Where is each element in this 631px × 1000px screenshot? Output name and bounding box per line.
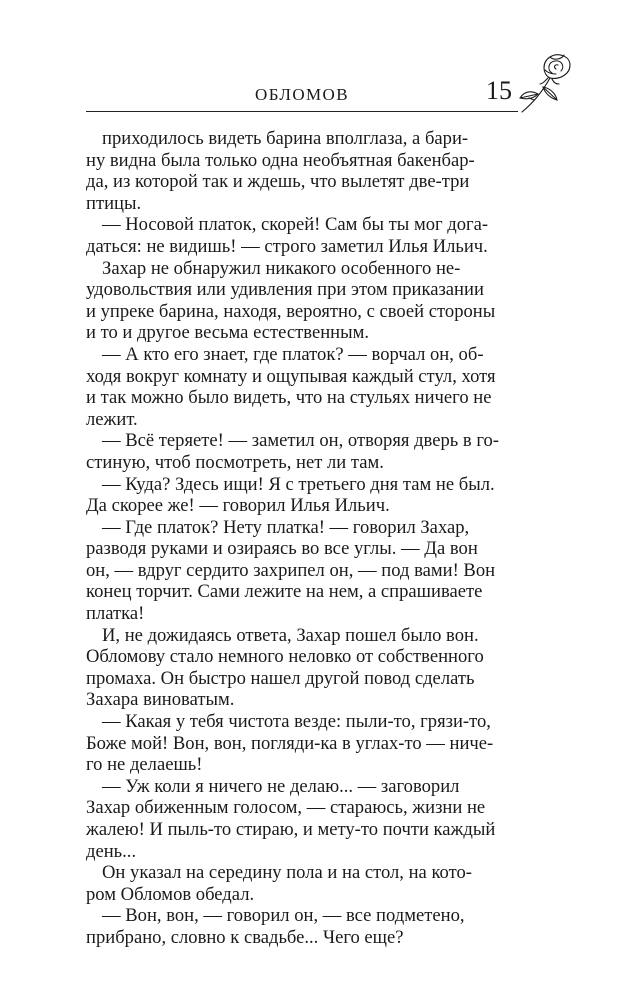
paragraph: — Уж коли я ничего не делаю... — заговорил Захар обиженным голосом, — стараюсь, жизни не жалею! И пыль-то стираю, и мету-то почти каждый день... [86, 775, 496, 862]
paragraph: — А кто его знает, где платок? — ворчал он, об- ходя вокруг комнату и ощупывая каждый стул, хотя и так можно было видеть, что на стульях ничего не лежит. [86, 343, 496, 430]
paragraph: Захар не обнаружил никакого особенного не- удовольствия или удивления при этом приказании и упреке барина, находя, вероятно, с своей стороны и то и другое весьма естественным. [86, 257, 496, 344]
rose-icon [512, 40, 582, 120]
body-text [86, 128, 516, 949]
header-rule [86, 111, 518, 112]
paragraph: — Какая у тебя чистота везде: пыли-то, грязи-то, Боже мой! Вон, вон, погляди-ка в углах-то — ниче- го не делаешь! [86, 711, 494, 776]
paragraph: — Носовой платок, скорей! Сам бы ты мог дога- даться: не видишь! — строго заметил Илья Ильич. [86, 214, 489, 257]
running-title: ОБЛОМОВ [255, 85, 349, 104]
paragraph: — Куда? Здесь ищи! Я с третьего дня там не был. Да скорее же! — говорил Илья Ильич. [86, 473, 495, 517]
paragraph: — Вон, вон, — говорил он, — все подметено, прибрано, словно к свадьбе... Чего еще? [86, 905, 465, 948]
paragraph: — Всё теряете! — заметил он, отворяя дверь в го- стиную, чтоб посмотреть, нет ли там. [86, 430, 499, 473]
paragraph: — Где платок? Нету платка! — говорил Захар, разводя руками и озираясь во все углы. — Да вон он, — вдруг сердито захрипел он, — под вами! Вон конец торчит. Сами лежите на нем, а спрашиваете платка! [86, 516, 496, 625]
paragraph: Он указал на середину пола и на стол, на кото- ром Обломов обедал. [86, 862, 472, 905]
page-header [86, 58, 518, 114]
paragraph: приходилось видеть барина вполглаза, а бари- ну видна была только одна необъятная бакенбар- да, из которой так и ждешь, что вылетят две-три птицы. [86, 128, 475, 214]
page-number: 15 [486, 76, 512, 105]
paragraph: И, не дожидаясь ответа, Захар пошел было вон. Обломову стало немного неловко от собственного промаха. Он быстро нашел другой повод сделать Захара виноватым. [86, 624, 484, 711]
